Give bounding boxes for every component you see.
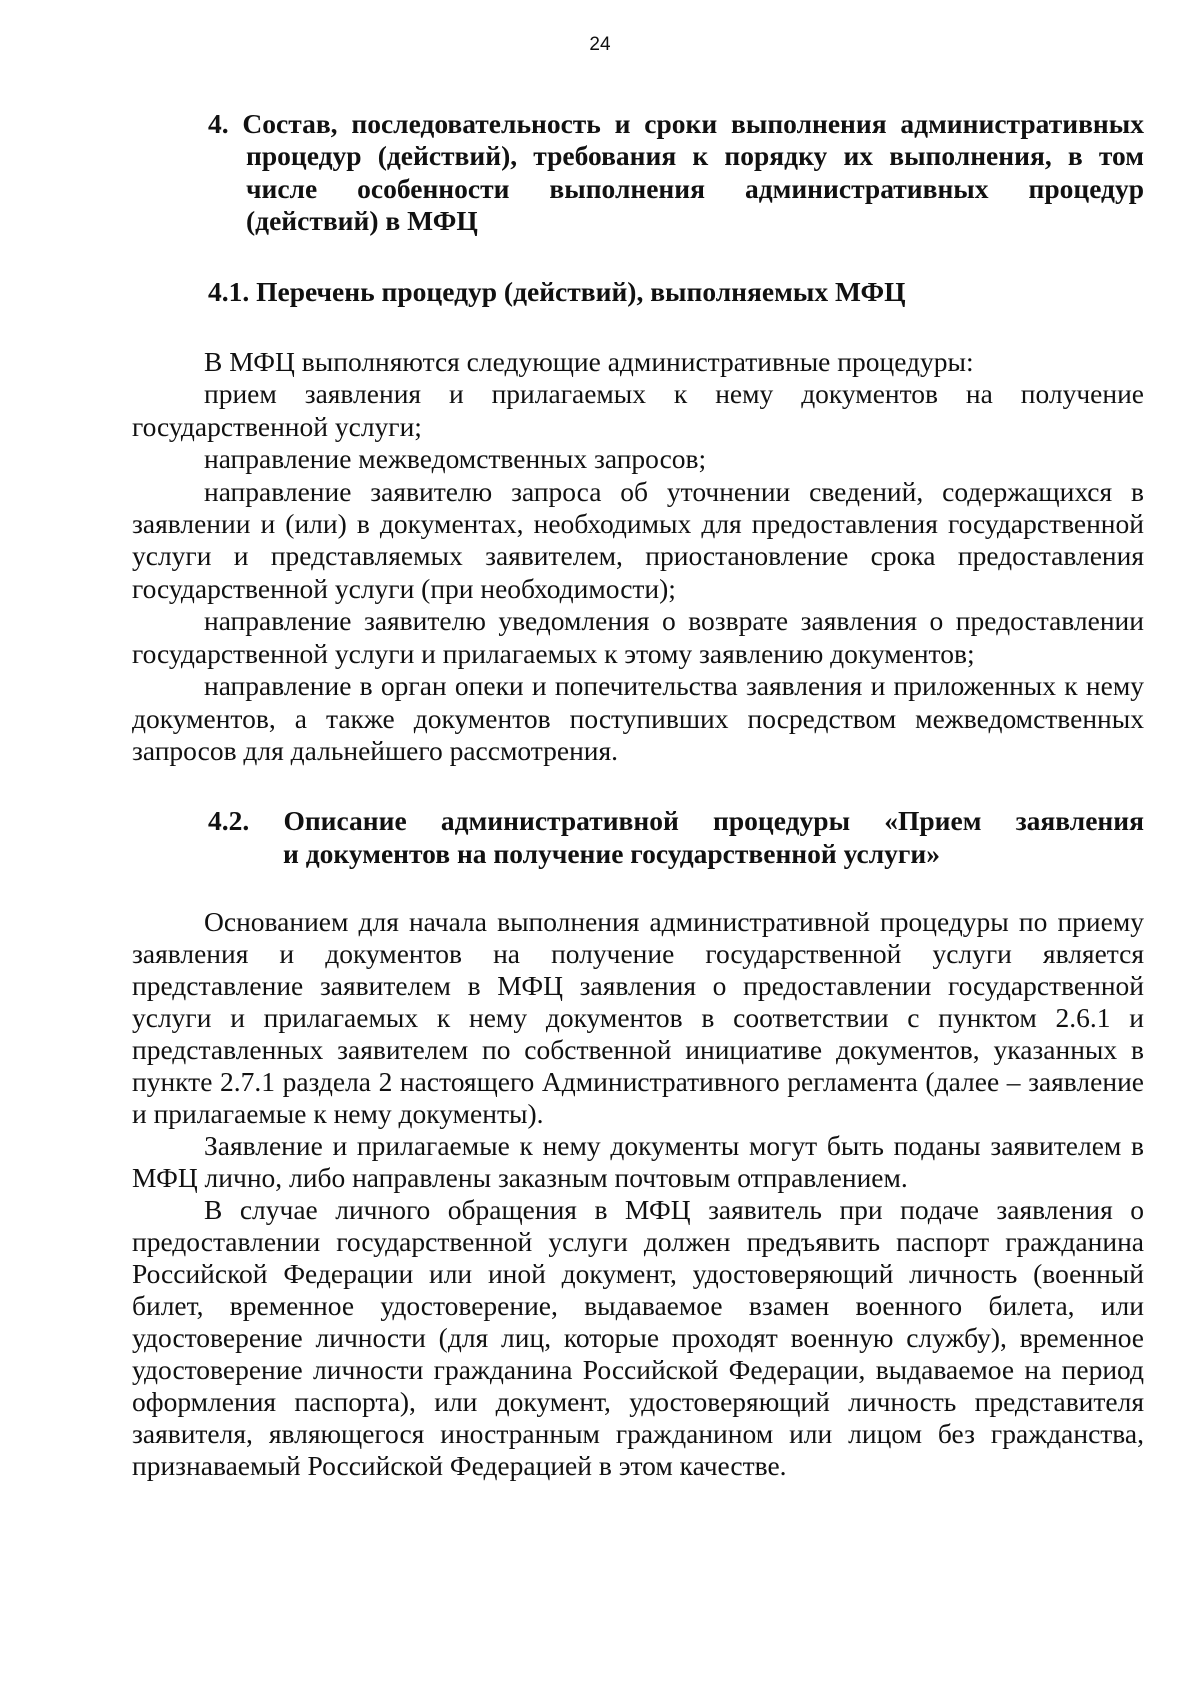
page-number: 24 <box>589 34 611 55</box>
list-item: направление заявителю запроса об уточнении сведений, содержащихся в заявлении и (или) в документах, необходимых для предоставления государственной услуги и представляемых заявителем, приостановление срока предоставления государственной услуги (при необходимости); <box>132 475 1144 604</box>
paragraph: Основанием для начала выполнения административной процедуры по приему заявления и документов на получение государственной услуги является представление заявителем в МФЦ заявления о предоставлении государственной услуги и прилагаемых к нему документов в соответствии с пунктом 2.6.1 и представленных заявителем по собственной инициативе документов, указанных в пункте 2.7.1 раздела 2 настоящего Административного регламента (далее – заявление и прилагаемые к нему документы). <box>132 906 1144 1130</box>
list-item: направление межведомственных запросов; <box>204 443 707 475</box>
section-4-2-body <box>132 906 1144 1482</box>
paragraph: Заявление и прилагаемые к нему документы могут быть поданы заявителем в МФЦ лично, либо направлены заказным почтовым отправлением. <box>132 1130 1144 1194</box>
section-4-2-heading-line2: и документов на получение государственной услуги» <box>283 837 940 869</box>
section-4-1-body <box>132 346 1144 767</box>
paragraph: В МФЦ выполняются следующие административные процедуры: <box>204 346 974 378</box>
list-item: направление заявителю уведомления о возврате заявления о предоставлении государственной услуги и прилагаемых к этому заявлению документов; <box>132 605 1144 669</box>
section-4-heading: 4. Состав, последовательность и сроки выполнения административных процедур (действий), требования к порядку их выполнения, в том числе особенности выполнения административных процедур (действий) в МФЦ <box>208 108 1144 237</box>
section-4-2-heading-line1: 4.2. Описание административной процедуры «Прием заявления <box>208 805 1144 837</box>
section-4-1-heading: 4.1. Перечень процедур (действий), выполняемых МФЦ <box>208 275 906 307</box>
section-4-2-heading <box>132 805 1144 870</box>
list-item: прием заявления и прилагаемых к нему документов на получение государственной услуги; <box>132 378 1144 442</box>
page-content <box>132 108 1144 1482</box>
paragraph: В случае личного обращения в МФЦ заявитель при подаче заявления о предоставлении государственной услуги должен предъявить паспорт гражданина Российской Федерации или иной документ, удостоверяющий личность (военный билет, временное удостоверение, выдаваемое взамен военного билета, или удостоверение личности (для лиц, которые проходят военную службу), временное удостоверение личности гражданина Российской Федерации, выдаваемое на период оформления паспорта), или документ, удостоверяющий личность представителя заявителя, являющегося иностранным гражданином или лицом без гражданства, признаваемый Российской Федерацией в этом качестве. <box>132 1194 1144 1482</box>
list-item: направление в орган опеки и попечительства заявления и приложенных к нему документов, а также документов поступивших посредством межведомственных запросов для дальнейшего рассмотрения. <box>132 670 1144 766</box>
